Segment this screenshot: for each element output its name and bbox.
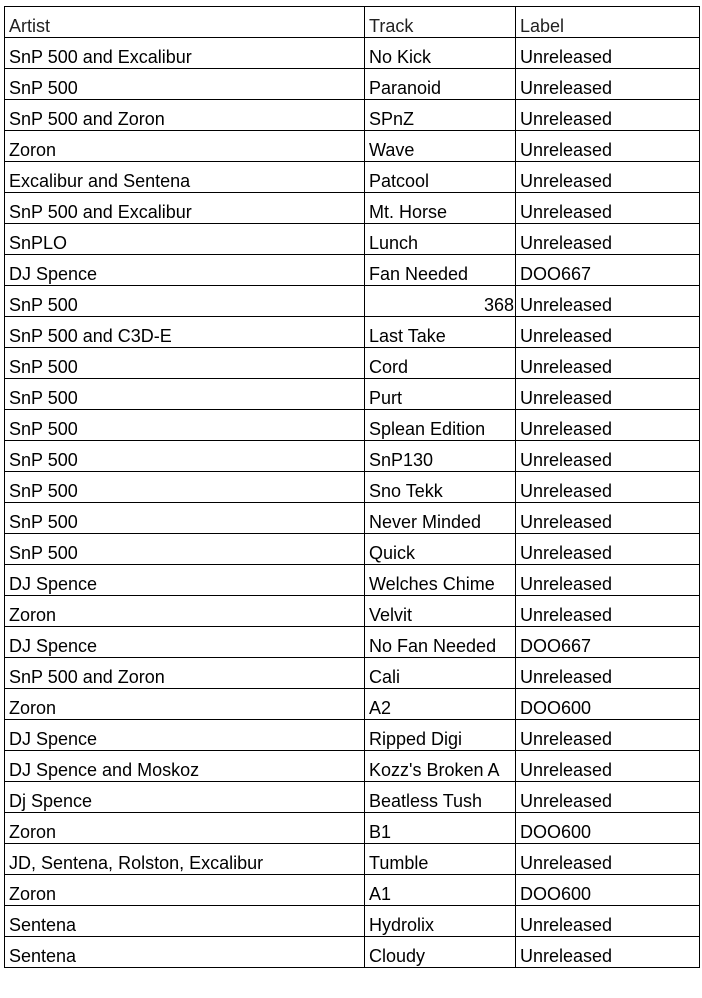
cell-label[interactable]: Unreleased	[516, 751, 700, 782]
header-artist[interactable]: Artist	[5, 7, 365, 38]
table-body	[5, 7, 700, 968]
cell-label[interactable]: DOO600	[516, 813, 700, 844]
cell-track[interactable]: Splean Edition	[365, 410, 516, 441]
cell-label[interactable]: Unreleased	[516, 38, 700, 69]
cell-artist[interactable]: Zoron	[5, 875, 365, 906]
cell-artist[interactable]: DJ Spence	[5, 720, 365, 751]
cell-artist[interactable]: SnP 500	[5, 286, 365, 317]
cell-label[interactable]: Unreleased	[516, 503, 700, 534]
cell-artist[interactable]: Sentena	[5, 906, 365, 937]
cell-artist[interactable]: SnP 500	[5, 69, 365, 100]
table-row	[5, 906, 700, 937]
cell-track[interactable]: Last Take	[365, 317, 516, 348]
cell-track[interactable]: Kozz's Broken A	[365, 751, 516, 782]
cell-artist[interactable]: DJ Spence	[5, 255, 365, 286]
table-row	[5, 472, 700, 503]
cell-track[interactable]: A2	[365, 689, 516, 720]
cell-label[interactable]: DOO600	[516, 689, 700, 720]
table-row	[5, 503, 700, 534]
cell-artist[interactable]: DJ Spence	[5, 627, 365, 658]
cell-track[interactable]: Ripped Digi	[365, 720, 516, 751]
table-row	[5, 317, 700, 348]
cell-track[interactable]: No Fan Needed	[365, 627, 516, 658]
cell-track[interactable]: Cloudy	[365, 937, 516, 968]
cell-track[interactable]: Wave	[365, 131, 516, 162]
cell-artist[interactable]: Zoron	[5, 131, 365, 162]
cell-track[interactable]: SPnZ	[365, 100, 516, 131]
cell-label[interactable]: Unreleased	[516, 162, 700, 193]
table-row	[5, 131, 700, 162]
cell-label[interactable]: Unreleased	[516, 193, 700, 224]
cell-label[interactable]: Unreleased	[516, 286, 700, 317]
cell-track[interactable]: Beatless Tush	[365, 782, 516, 813]
table-row	[5, 627, 700, 658]
cell-label[interactable]: Unreleased	[516, 100, 700, 131]
table-row	[5, 38, 700, 69]
cell-label[interactable]: Unreleased	[516, 224, 700, 255]
cell-label[interactable]: Unreleased	[516, 69, 700, 100]
table-row	[5, 782, 700, 813]
cell-track[interactable]: Lunch	[365, 224, 516, 255]
cell-track[interactable]: 368	[365, 286, 516, 317]
cell-label[interactable]: Unreleased	[516, 565, 700, 596]
cell-label[interactable]: Unreleased	[516, 348, 700, 379]
cell-track[interactable]: Cali	[365, 658, 516, 689]
cell-label[interactable]: Unreleased	[516, 441, 700, 472]
cell-label[interactable]: Unreleased	[516, 906, 700, 937]
cell-artist[interactable]: SnP 500	[5, 503, 365, 534]
cell-label[interactable]: Unreleased	[516, 658, 700, 689]
cell-artist[interactable]: SnP 500	[5, 441, 365, 472]
spreadsheet	[4, 6, 699, 994]
cell-track[interactable]: B1	[365, 813, 516, 844]
cell-track[interactable]: Quick	[365, 534, 516, 565]
table-row	[5, 255, 700, 286]
cell-track[interactable]: Fan Needed	[365, 255, 516, 286]
cell-label[interactable]: DOO600	[516, 875, 700, 906]
cell-artist[interactable]: SnP 500	[5, 410, 365, 441]
cell-track[interactable]: Sno Tekk	[365, 472, 516, 503]
cell-artist[interactable]: DJ Spence and Moskoz	[5, 751, 365, 782]
header-track[interactable]: Track	[365, 7, 516, 38]
cell-track[interactable]: Never Minded	[365, 503, 516, 534]
cell-label[interactable]: Unreleased	[516, 937, 700, 968]
cell-artist[interactable]: SnP 500	[5, 472, 365, 503]
cell-track[interactable]: Paranoid	[365, 69, 516, 100]
table-row	[5, 720, 700, 751]
cell-artist[interactable]: Zoron	[5, 689, 365, 720]
cell-artist[interactable]: SnP 500 and Zoron	[5, 658, 365, 689]
header-label[interactable]: Label	[516, 7, 700, 38]
table-row	[5, 565, 700, 596]
cell-artist[interactable]: SnP 500	[5, 348, 365, 379]
table-row	[5, 162, 700, 193]
cell-label[interactable]: Unreleased	[516, 472, 700, 503]
cell-track[interactable]: Hydrolix	[365, 906, 516, 937]
cell-track[interactable]: Welches Chime	[365, 565, 516, 596]
cell-track[interactable]: No Kick	[365, 38, 516, 69]
cell-track[interactable]: A1	[365, 875, 516, 906]
cell-artist[interactable]: Sentena	[5, 937, 365, 968]
cell-label[interactable]: Unreleased	[516, 131, 700, 162]
cell-artist[interactable]: SnP 500 and C3D-E	[5, 317, 365, 348]
cell-artist[interactable]: SnP 500 and Zoron	[5, 100, 365, 131]
table-row	[5, 410, 700, 441]
table-row	[5, 658, 700, 689]
table-row	[5, 69, 700, 100]
table-row	[5, 844, 700, 875]
cell-label[interactable]: Unreleased	[516, 534, 700, 565]
cell-artist[interactable]: DJ Spence	[5, 565, 365, 596]
cell-artist[interactable]: Dj Spence	[5, 782, 365, 813]
cell-label[interactable]: Unreleased	[516, 410, 700, 441]
cell-label[interactable]: Unreleased	[516, 844, 700, 875]
cell-artist[interactable]: JD, Sentena, Rolston, Excalibur	[5, 844, 365, 875]
cell-label[interactable]: DOO667	[516, 255, 700, 286]
cell-artist[interactable]: SnP 500	[5, 379, 365, 410]
cell-track[interactable]: SnP130	[365, 441, 516, 472]
table-row	[5, 596, 700, 627]
table-row	[5, 689, 700, 720]
table-row	[5, 379, 700, 410]
cell-artist[interactable]: SnPLO	[5, 224, 365, 255]
table-row	[5, 286, 700, 317]
cell-track[interactable]: Purt	[365, 379, 516, 410]
cell-label[interactable]: Unreleased	[516, 782, 700, 813]
table-row	[5, 875, 700, 906]
cell-label[interactable]: Unreleased	[516, 720, 700, 751]
table-row	[5, 937, 700, 968]
cell-artist[interactable]: SnP 500 and Excalibur	[5, 193, 365, 224]
cell-track[interactable]: Patcool	[365, 162, 516, 193]
table-row	[5, 534, 700, 565]
table-row	[5, 441, 700, 472]
table-row	[5, 224, 700, 255]
cell-artist[interactable]: SnP 500	[5, 534, 365, 565]
table-row	[5, 751, 700, 782]
table-row	[5, 813, 700, 844]
cell-artist[interactable]: Excalibur and Sentena	[5, 162, 365, 193]
tracks-table	[4, 6, 700, 968]
cell-track[interactable]: Cord	[365, 348, 516, 379]
cell-artist[interactable]: SnP 500 and Excalibur	[5, 38, 365, 69]
cell-label[interactable]: DOO667	[516, 627, 700, 658]
cell-artist[interactable]: Zoron	[5, 596, 365, 627]
table-row	[5, 193, 700, 224]
cell-track[interactable]: Mt. Horse	[365, 193, 516, 224]
header-row	[5, 7, 700, 38]
cell-artist[interactable]: Zoron	[5, 813, 365, 844]
cell-label[interactable]: Unreleased	[516, 379, 700, 410]
table-row	[5, 348, 700, 379]
cell-track[interactable]: Tumble	[365, 844, 516, 875]
cell-track[interactable]: Velvit	[365, 596, 516, 627]
table-row	[5, 100, 700, 131]
cell-label[interactable]: Unreleased	[516, 596, 700, 627]
cell-label[interactable]: Unreleased	[516, 317, 700, 348]
